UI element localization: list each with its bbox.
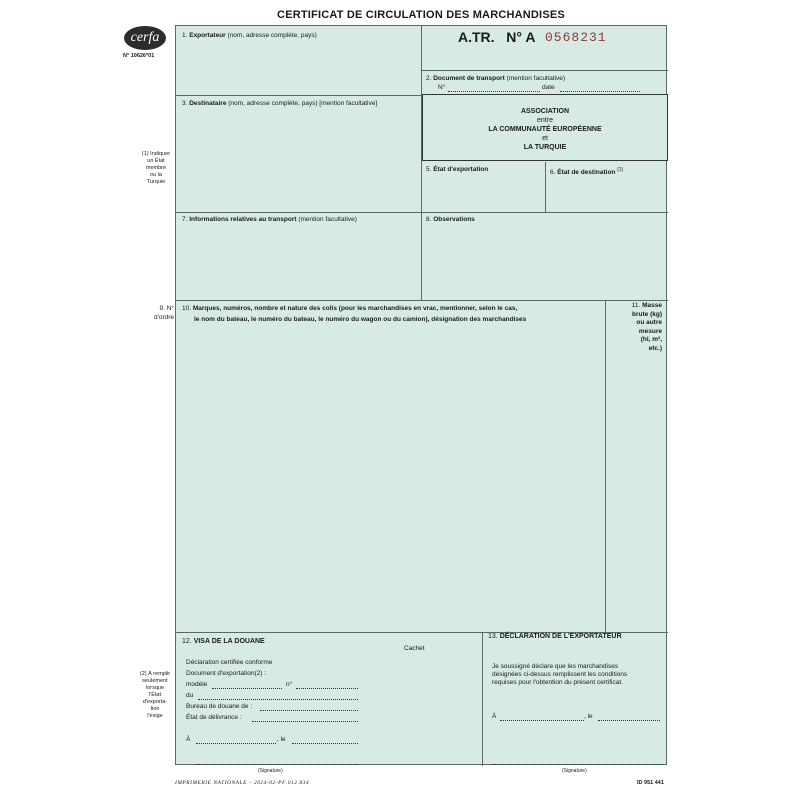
box12-document: Document d'exportation(2) : [186, 670, 267, 677]
box13-a-field[interactable] [500, 720, 584, 721]
box2-date-label: date [542, 84, 555, 91]
certificate-form [175, 25, 667, 774]
side-note-1: (1) Indiquer un État membre ou la Turquie [141, 151, 171, 185]
box12-du: du [186, 692, 194, 699]
box12-visa-douane: 12. VISA DE LA DOUANE [182, 638, 265, 645]
box12-no: n° [286, 681, 293, 688]
box13-a: À [492, 713, 497, 720]
cerfa-logo: cerfa [124, 26, 166, 50]
footer-id: ID 951 441 [637, 780, 664, 786]
box13-signature-field[interactable] [492, 764, 664, 765]
box12-du-field[interactable] [198, 699, 358, 700]
box13-le: , le [584, 713, 593, 720]
box2-document-transport: 2. Document de transport (mention facultative) [426, 75, 566, 82]
box12-modele: modèle [186, 681, 208, 688]
box12-cachet: Cachet [404, 645, 425, 652]
box12-bureau-field[interactable] [260, 710, 358, 711]
box12-a-field[interactable] [196, 743, 276, 744]
box3-destinataire: 3. Destinataire (nom, adresse complète, pays) [mention facultative] [182, 100, 378, 107]
cerfa-number: N° 10626*01 [123, 53, 155, 59]
box12-a: À [186, 736, 191, 743]
box13-declaration-exportateur: 13. DÉCLARATION DE L'EXPORTATEUR [488, 633, 622, 640]
box7-transport: 7. Informations relatives au transport (mention facultative) [182, 216, 357, 223]
box13-le-field[interactable] [598, 720, 660, 721]
box8-observations: 8. Observations [426, 216, 475, 223]
box12-etat-field[interactable] [252, 721, 358, 722]
box12-signature-field[interactable] [196, 764, 358, 765]
atr-label: A.TR. N° A [458, 29, 536, 45]
serial-number: 0568231 [545, 30, 607, 45]
box12-modele-field[interactable] [212, 688, 282, 689]
box12-signature: (Signature) [258, 768, 283, 774]
box2-no-field[interactable] [448, 91, 540, 92]
box13-text: Je soussigné déclare que les marchandises désignées ci-dessus remplissent les conditions requises pour l'obtention du présent certificat. [492, 663, 628, 686]
box12-no-field[interactable] [296, 688, 358, 689]
box12-bureau: Bureau de douane de : [186, 703, 253, 710]
box13-signature: (Signature) [562, 768, 587, 774]
box10-marques: 10. Marques, numéros, nombre et nature des colis (pour les marchandises en vrac, mentionner, selon le cas, le nom du bateau, le numéro du bateau, le numéro du wagon ou du camion), désignation des marchandises [182, 305, 527, 323]
box12-declaration: Déclaration certifiée conforme [186, 659, 273, 666]
box2-no-label: N° [438, 84, 446, 91]
box12-etat: État de délivrance : [186, 714, 242, 721]
page-title: CERTIFICAT DE CIRCULATION DES MARCHANDISES [277, 9, 565, 21]
side-note-2: (2) À remplir seulement lorsque l'État d'exporta- tion l'exige [139, 671, 171, 719]
box4-association: ASSOCIATION entre LA COMMUNAUTÉ EUROPÉENNE et LA TURQUIE [422, 94, 668, 161]
box6-etat-destination: 6. État de destination $^{(1)}$ [550, 167, 624, 177]
box12-le-field[interactable] [292, 743, 358, 744]
box9-label: 9. N° d'ordre [153, 305, 174, 321]
box2-date-field[interactable] [560, 91, 640, 92]
box1-exportateur: 1. Exportateur (nom, adresse complète, pays) [182, 32, 317, 39]
footer-printer: IMPRIMERIE NATIONALE – 2024-02-PF 012 834 [175, 780, 310, 786]
box5-etat-exportation: 5. État d'exportation [426, 166, 489, 173]
box11-masse: 11. Masse brute (kg) ou autre mesure (hl, m³, etc.) [631, 302, 662, 352]
box12-le: , le [277, 736, 286, 743]
